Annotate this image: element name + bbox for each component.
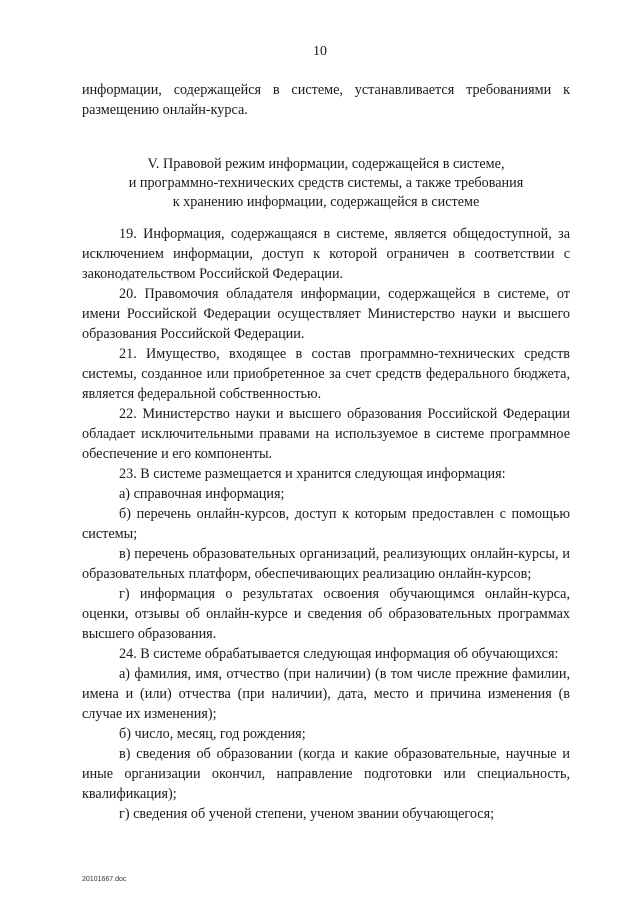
paragraph-21: 21. Имущество, входящее в состав программно-технических средств системы, созданное или приобретенное за счет средств федерального бюджета, является федеральной собственностью. [82, 346, 570, 402]
section-heading-line: и программно-технических средств системы, а также требования [128, 175, 524, 191]
section-heading-line: V. Правовой режим информации, содержащейся в системе, [147, 156, 505, 172]
list-item-23v: в) перечень образовательных организаций, реализующих онлайн-курсы, и образовательных платформ, обеспечивающих реализацию онлайн-курсов; [82, 546, 570, 582]
paragraph-22: 22. Министерство науки и высшего образования Российской Федерации обладает исключительными правами на используемое в системе программное обеспечение и его компоненты. [82, 406, 570, 462]
continuation-paragraph: информации, содержащейся в системе, устанавливается требованиями к размещению онлайн-курса. [82, 82, 570, 118]
list-item-23a: а) справочная информация; [119, 486, 285, 502]
section-heading [82, 155, 570, 212]
list-item-24a: а) фамилия, имя, отчество (при наличии) (в том числе прежние фамилии, имена и (или) отчества (при наличии), дата, место и причина изменения (в случае их изменения); [82, 666, 570, 722]
page-number: 10 [313, 44, 327, 59]
paragraph-20: 20. Правомочия обладателя информации, содержащейся в системе, от имени Российской Федерации осуществляет Министерство науки и высшего образования Российской Федерации. [82, 286, 570, 342]
list-item-24g: г) сведения об ученой степени, ученом звании обучающегося; [119, 806, 495, 822]
list-item-23b: б) перечень онлайн-курсов, доступ к которым предоставлен с помощью системы; [82, 506, 570, 542]
list-item-23g: г) информация о результатах освоения обучающимся онлайн-курса, оценки, отзывы об онлайн-курсе и сведения об образовательных программах высшего образования. [82, 586, 570, 642]
footer-filename: 20101667.doc [82, 876, 127, 883]
paragraph-23: 23. В системе размещается и хранится следующая информация: [119, 466, 506, 482]
paragraph-24: 24. В системе обрабатывается следующая информация об обучающихся: [119, 646, 559, 662]
list-item-24v: в) сведения об образовании (когда и какие образовательные, научные и иные организации окончил, направление подготовки или специальность, квалификация); [82, 746, 570, 802]
paragraph-19: 19. Информация, содержащаяся в системе, является общедоступной, за исключением информации, доступ к которой ограничен в соответствии с законодательством Российской Федерации. [82, 226, 570, 282]
list-item-24b: б) число, месяц, год рождения; [119, 726, 306, 742]
section-heading-line: к хранению информации, содержащейся в системе [172, 194, 480, 210]
document-body [82, 80, 570, 824]
